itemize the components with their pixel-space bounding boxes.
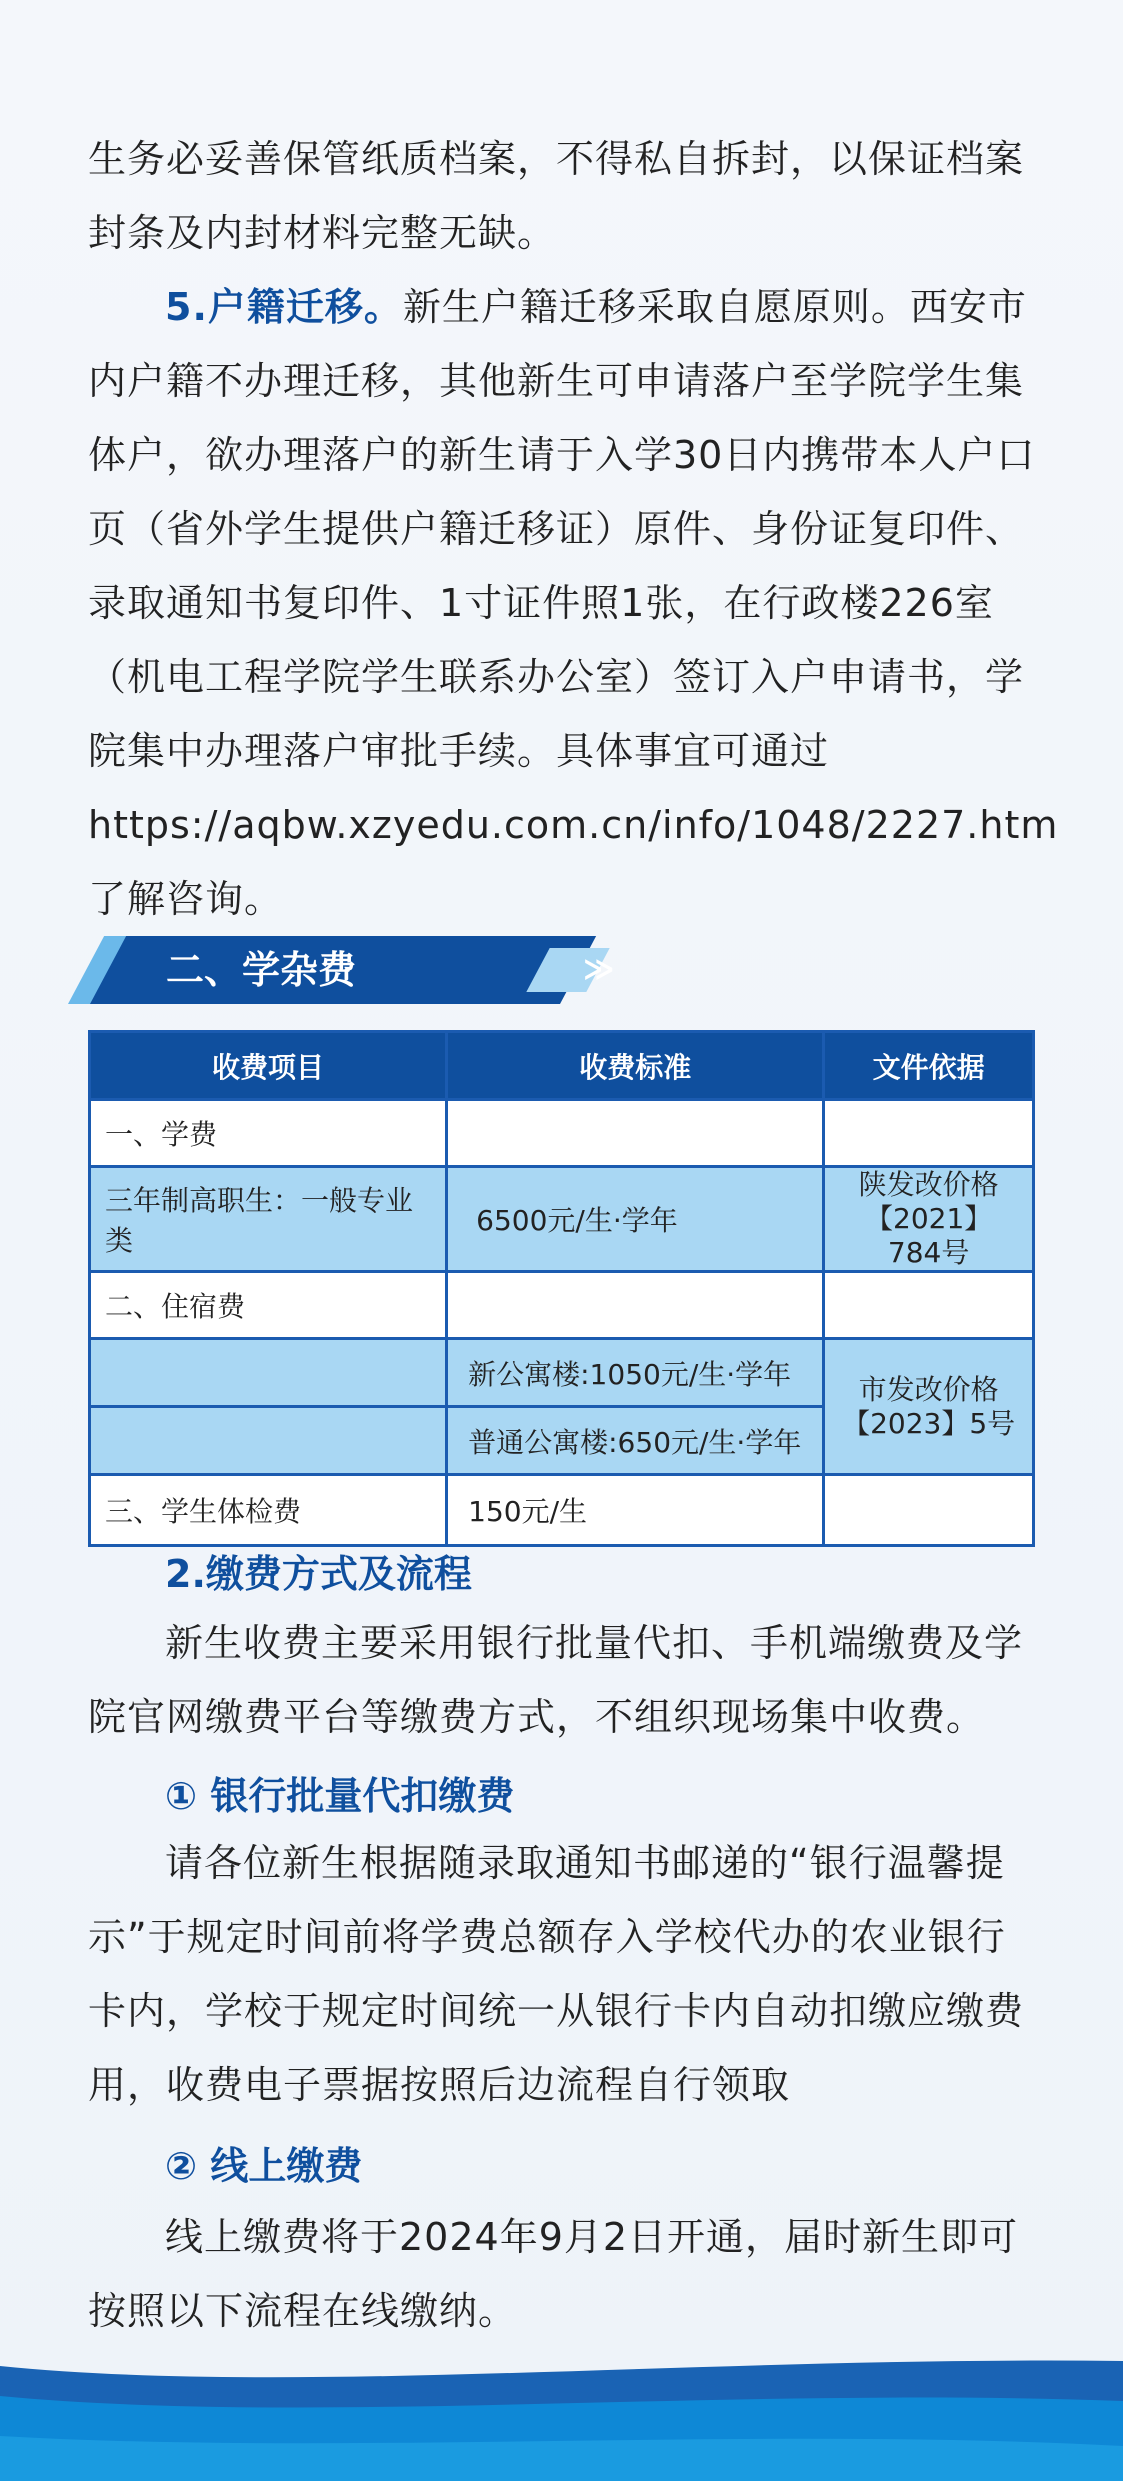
cell-item: 三、学生体检费 [90,1475,447,1546]
cell-basis: 市发改价格【2023】5号 [824,1339,1034,1475]
cell-standard: 150元/生 [447,1475,824,1546]
section-title: 二、学杂费 [166,948,357,992]
cell-item [90,1339,447,1407]
table-row [90,1272,1034,1339]
table-header-row [90,1032,1034,1100]
paragraph-household-registration [88,270,1059,936]
cell-basis [824,1100,1034,1167]
cell-basis: 陕发改价格【2021】784号 [824,1167,1034,1272]
cell-basis [824,1272,1034,1339]
method1-body: 请各位新生根据随录取通知书邮递的“银行温馨提示”于规定时间前将学费总额存入学校代办的农业银行卡内，学校于规定时间统一从银行卡内自动扣缴应缴费用，收费电子票据按照后边流程自行领取 [88,1841,1025,2107]
fee-table [88,1030,1035,1547]
table-row [90,1167,1034,1272]
table-row [90,1339,1034,1407]
header-standard: 收费标准 [447,1032,824,1100]
item5-heading: 5.户籍迁移。 [165,285,403,329]
cell-standard [447,1100,824,1167]
header-basis: 文件依据 [824,1032,1034,1100]
method2-body: 线上缴费将于2024年9月2日开通，届时新生即可按照以下流程在线缴纳。 [88,2215,1019,2333]
table-row [90,1475,1034,1546]
cell-item: 二、住宿费 [90,1272,447,1339]
double-chevron-icon: ≫ [583,952,615,987]
cell-standard: 普通公寓楼:650元/生·学年 [447,1407,824,1475]
cell-item: 三年制高职生：一般专业类 [90,1167,447,1272]
item5-body: 新生户籍迁移采取自愿原则。西安市内户籍不办理迁移，其他新生可申请落户至学院学生集体户，欲办理落户的新生请于入学30日内携带本人户口页（省外学生提供户籍迁移证）原件、身份证复印件、录取通知书复印件、1寸证件照1张，在行政楼226室（机电工程学院学生联系办公室）签订入户申请书，学院集中办理落户审批手续。具体事宜可通过 https://aqbw.xzyedu.com.cn/info/1048/2227.htm了解咨询。 [88,285,1059,921]
footer-wave [0,2356,1123,2481]
payment-heading: 2.缴费方式及流程 [165,1552,472,1596]
table-row [90,1100,1034,1167]
payment-intro: 新生收费主要采用银行批量代扣、手机端缴费及学院官网缴费平台等缴费方式，不组织现场集中收费。 [88,1621,1024,1739]
method1-heading: ① 银行批量代扣缴费 [165,1774,515,1818]
method2-heading: ② 线上缴费 [165,2144,363,2188]
paragraph-archive-continuation: 生务必妥善保管纸质档案，不得私自拆封，以保证档案封条及内封材料完整无缺。 [88,137,1025,255]
cell-standard: 6500元/生·学年 [447,1167,824,1272]
cell-standard: 新公寓楼:1050元/生·学年 [447,1339,824,1407]
section-banner [68,936,615,1004]
cell-basis [824,1475,1034,1546]
cell-item [90,1407,447,1475]
cell-standard [447,1272,824,1339]
cell-item: 一、学费 [90,1100,447,1167]
header-item: 收费项目 [90,1032,447,1100]
